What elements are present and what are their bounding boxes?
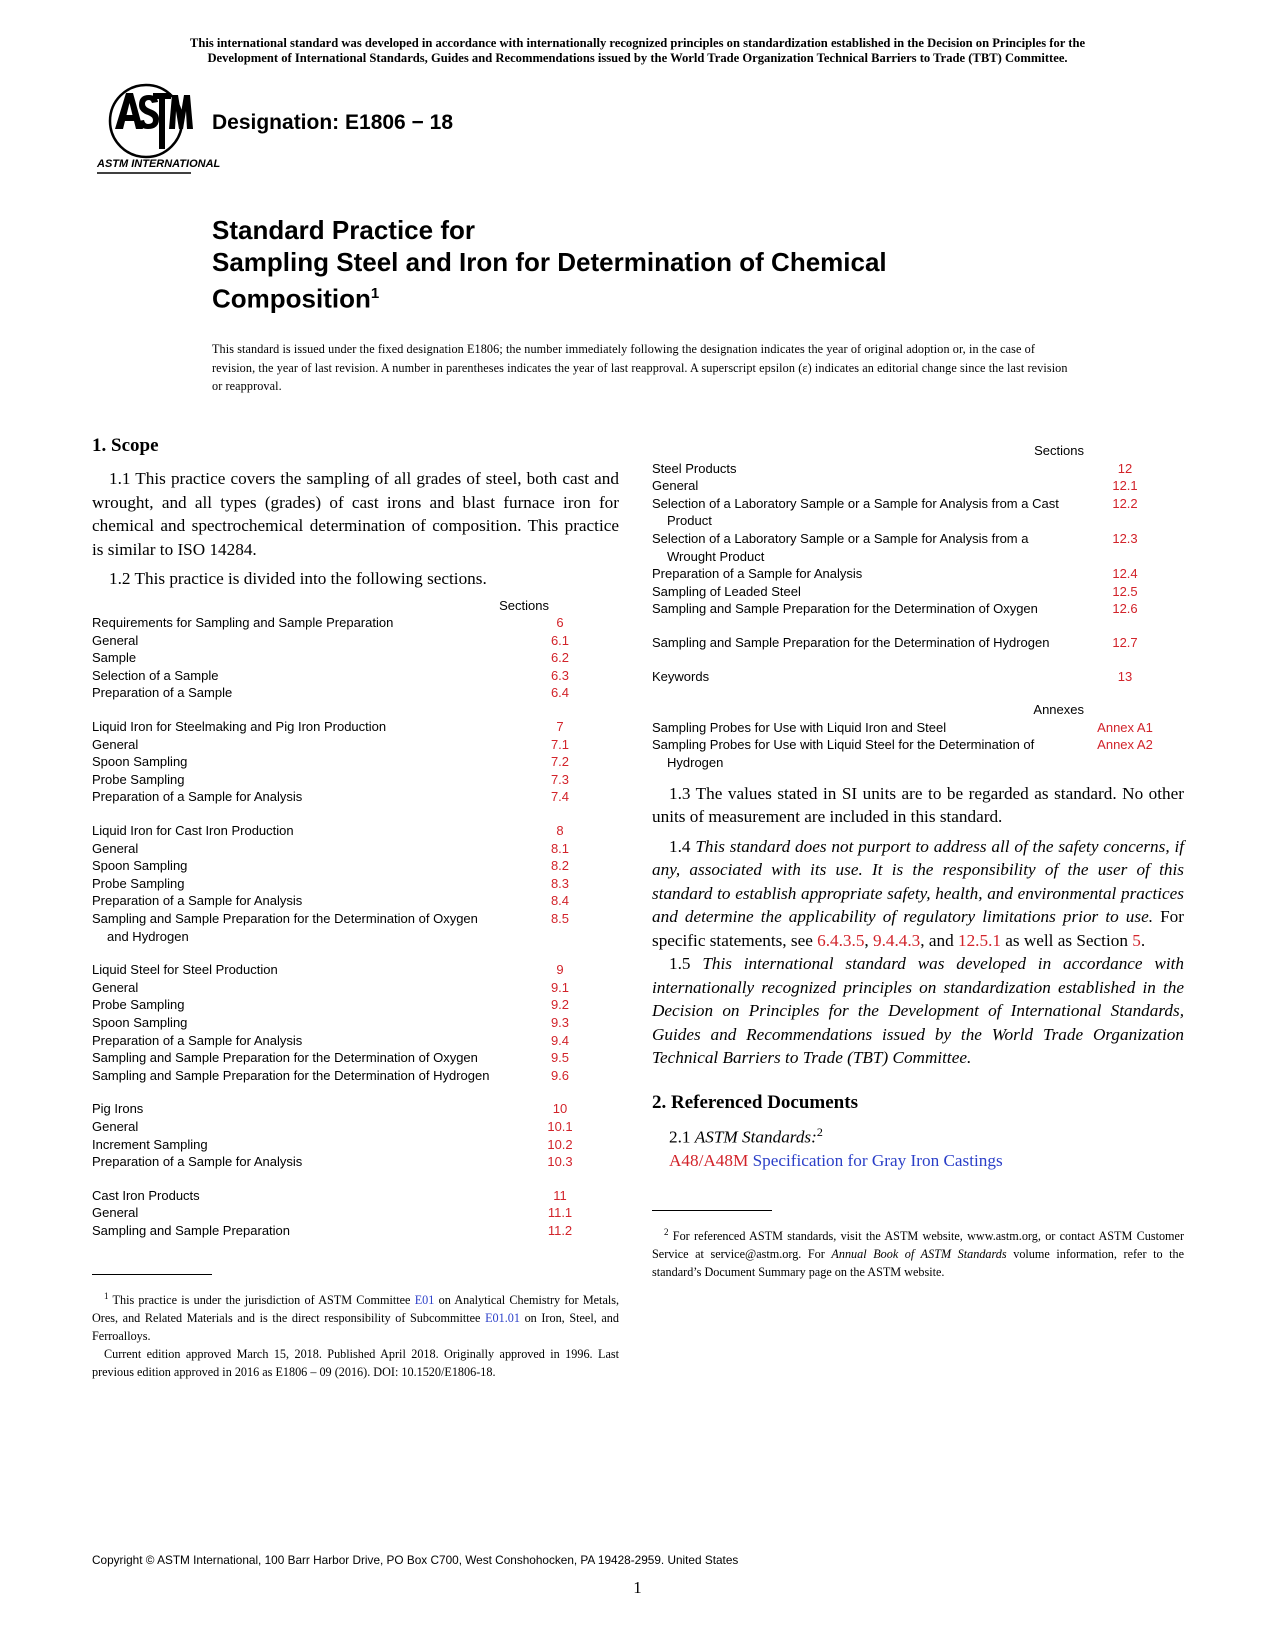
toc-right-row <box>652 495 1184 530</box>
reference-a48-code[interactable]: A48/A48M <box>669 1150 749 1170</box>
toc-left-row <box>92 753 619 771</box>
toc-left-section-link[interactable]: 7.3 <box>550 771 570 787</box>
p1-4-number: 1.4 <box>669 836 691 856</box>
toc-left-label: Liquid Iron for Steelmaking and Pig Iron Production <box>92 719 387 735</box>
toc-left-row <box>92 1014 619 1032</box>
p1-4-safety-text: This standard does not purport to address all of the safety concerns, if any, associated with its use. It is the responsibility of the user of this standard to establish appropriate safety, health, and environmental practices and determine the applicability of regulatory limitations prior to use. <box>652 836 1185 926</box>
toc-left-row <box>92 771 619 789</box>
toc-left-row <box>92 979 619 997</box>
title-line3-text: Composition <box>212 283 371 314</box>
annex-link[interactable]: Annex A2 <box>1097 737 1153 753</box>
toc-left-label: Probe Sampling <box>92 771 185 787</box>
toc-left-label: Probe Sampling <box>92 875 185 891</box>
toc-left-section-link[interactable]: 8.1 <box>550 840 570 856</box>
toc-right-label: Selection of a Laboratory Sample or a Sample for Analysis from a Cast Product <box>652 495 1059 529</box>
paragraph-1-4 <box>652 835 1184 953</box>
toc-left-label: Probe Sampling <box>92 997 185 1013</box>
toc-left-label: Liquid Iron for Cast Iron Production <box>92 823 294 839</box>
footnote-1-text-a: This practice is under the jurisdiction of ASTM Committee <box>112 1292 411 1307</box>
toc-right-section-link[interactable]: 12.4 <box>1112 566 1138 582</box>
toc-left-section-link[interactable]: 6.3 <box>550 667 570 683</box>
toc-right-row <box>652 565 1184 583</box>
toc-left-section-link[interactable]: 8.3 <box>550 875 570 891</box>
toc-left-row <box>92 632 619 650</box>
toc-left-row <box>92 1100 619 1118</box>
toc-left-section-link[interactable]: 9.1 <box>550 979 570 995</box>
toc-left-row <box>92 684 619 702</box>
footnote-1 <box>92 1287 619 1381</box>
toc-left-label: General <box>92 1205 139 1221</box>
footnote-1-mark: 1 <box>104 1290 109 1301</box>
annex-row <box>652 736 1184 771</box>
astm-standards-label: ASTM Standards: <box>694 1127 817 1147</box>
top-notice-line1: This international standard was developed in accordance with internationally recognized principles on standardization established in the Decision on Principles for the <box>189 36 1086 50</box>
toc-left-label: Spoon Sampling <box>92 858 188 874</box>
paragraph-1-1: 1.1 This practice covers the sampling of all grades of steel, both cast and wrought, and all types (grades) of cast irons and blast furnace iron for chemical and spectrochemical determination of composition. This practice is similar to ISO 14284. <box>92 469 619 559</box>
toc-left-row <box>92 649 619 667</box>
footnote-2-text-a: For referenced ASTM standards, visit the ASTM website, www.astm.org, or contact ASTM Customer Service at service@astm.org. For <box>652 1229 1185 1262</box>
toc-left-label: General <box>92 979 139 995</box>
ref-section-5-link[interactable]: 5 <box>1132 930 1141 950</box>
logo-wordmark-text: ASTM INTERNATIONAL <box>97 158 221 170</box>
toc-right-row <box>652 477 1184 495</box>
p1-4-tail-b: as well as Section <box>1005 930 1128 950</box>
toc-right <box>652 460 1184 686</box>
toc-left-section-link[interactable]: 6.2 <box>550 650 570 666</box>
scope-heading: 1. Scope <box>92 435 159 456</box>
toc-left-row <box>92 1153 619 1171</box>
toc-left-row <box>92 840 619 858</box>
toc-left-row <box>92 736 619 754</box>
toc-left-row <box>92 1049 619 1067</box>
toc-left-section-link[interactable]: 8.4 <box>550 893 570 909</box>
p1-5-text: This international standard was developed in accordance with internationally recognized principles on standardization established in the Decision on Principles for the Development of International Standards, Guides and Recommendations issued by the World Trade Organization Technical Barriers to Trade (TBT) Committee. <box>652 954 1184 1067</box>
paragraph-1-3: 1.3 The values stated in SI units are to be regarded as standard. No other units of measurement are included in this standard. <box>652 783 1184 826</box>
toc-left-label: Preparation of a Sample for Analysis <box>92 893 303 909</box>
annex-label: Sampling Probes for Use with Liquid Steel for the Determination of Hydrogen <box>652 737 1035 770</box>
title-footnote-mark: 1 <box>370 285 380 302</box>
footnote-1-para-2: Current edition approved March 15, 2018. Published April 2018. Originally approved in 1996. Last previous edition approved in 2016 as E1806 – 09 (2016). DOI: 10.1520/E1806-18. <box>92 1346 619 1379</box>
toc-left-row <box>92 1067 619 1085</box>
toc-left-group-gap <box>92 806 619 822</box>
toc-right-label: Steel Products <box>652 460 737 476</box>
toc-left-label: Sample <box>92 650 137 666</box>
astm-logo <box>95 83 221 178</box>
toc-right-label: Sampling and Sample Preparation for the Determination of Hydrogen <box>652 634 1050 650</box>
subcommittee-e01-01-link[interactable]: E01.01 <box>485 1310 520 1325</box>
toc-left-row <box>92 1136 619 1154</box>
toc-left-row <box>92 614 619 632</box>
toc-left-group-gap <box>92 945 619 961</box>
toc-right-section-link[interactable]: 12.7 <box>1112 634 1138 650</box>
toc-left-row <box>92 892 619 910</box>
footnote-2-italic: Annual Book of ASTM Standards <box>831 1247 1007 1262</box>
reference-a48[interactable] <box>652 1149 1184 1173</box>
toc-left-label: Preparation of a Sample for Analysis <box>92 1154 303 1170</box>
toc-left-label: Preparation of a Sample for Analysis <box>92 1032 303 1048</box>
toc-right-section-link[interactable]: 12 <box>1117 460 1133 476</box>
copyright: Copyright © ASTM International, 100 Barr Harbor Drive, PO Box C700, West Conshohocken, PA 19428-2959. United States <box>92 1553 739 1567</box>
toc-left-label: Sampling and Sample Preparation <box>92 1222 291 1238</box>
right-column <box>652 443 1185 1281</box>
toc-right-label: Sampling and Sample Preparation for the Determination of Oxygen <box>652 601 1038 617</box>
toc-right-row <box>652 634 1184 652</box>
p2-1-number: 2.1 <box>669 1127 691 1147</box>
toc-left-label: Sampling and Sample Preparation for the Determination of Hydrogen <box>92 1067 490 1083</box>
footnote-2-text-b: volume information, refer to the standard’s Document Summary page on the ASTM website. <box>652 1247 1185 1280</box>
toc-left-row <box>92 857 619 875</box>
toc-left-label: Sampling and Sample Preparation for the Determination of Oxygen <box>92 1050 478 1066</box>
toc-left-label: Sampling and Sample Preparation for the Determination of Oxygen and Hydrogen <box>92 911 478 944</box>
footnote-2-mark: 2 <box>664 1227 669 1238</box>
footnote-1-text-c: on Iron, Steel, and Ferroalloys. <box>92 1310 619 1343</box>
toc-left-label: Pig Irons <box>92 1101 144 1117</box>
p1-4-tail-a: For specific statements, see <box>652 907 1185 950</box>
toc-right-label: Keywords <box>652 668 710 684</box>
toc-right-label: General <box>652 478 699 494</box>
toc-left-section-link[interactable]: 6.4 <box>550 685 570 701</box>
annexes-label: Annexes <box>1033 702 1084 718</box>
footnote-2 <box>652 1223 1184 1281</box>
toc-left-section-link[interactable]: 7.4 <box>550 789 570 805</box>
toc-left-label: Spoon Sampling <box>92 1014 188 1030</box>
ref-12-5-1-link[interactable]: 12.5.1 <box>957 930 1001 950</box>
ref-6-4-3-5-link[interactable]: 6.4.3.5 <box>817 930 865 950</box>
toc-right-label: Selection of a Laboratory Sample or a Sample for Analysis from a Wrought Product <box>652 530 1029 564</box>
toc-left-label: Requirements for Sampling and Sample Preparation <box>92 615 394 631</box>
astm-logo-icon <box>95 83 221 178</box>
top-notice-line2: Development of International Standards, Guides and Recommendations issued by the World Trade Organization Technical Barriers to Trade (TBT) Committee. <box>207 51 1068 65</box>
toc-left-section-link[interactable]: 10.3 <box>547 1154 573 1170</box>
toc-left-label: General <box>92 736 139 752</box>
top-notice <box>92 36 1183 66</box>
p1-4-sep2: , and <box>920 930 954 950</box>
document-title <box>212 214 1112 315</box>
toc-right-row <box>652 460 1184 478</box>
toc-right-section-link[interactable]: 12.2 <box>1112 495 1138 511</box>
paragraph-1-5 <box>652 952 1184 1070</box>
toc-left-section-link[interactable]: 7 <box>556 719 564 735</box>
footnote-rule-right <box>652 1210 772 1211</box>
toc-left-section-link[interactable]: 6.1 <box>550 632 570 648</box>
title-line1: Standard Practice for <box>212 215 475 245</box>
toc-left-section-link[interactable]: 7.1 <box>550 736 570 752</box>
toc-left-row <box>92 961 619 979</box>
toc-left-label: Preparation of a Sample for Analysis <box>92 789 303 805</box>
toc-left-label: Spoon Sampling <box>92 754 188 770</box>
toc-left-section-link[interactable]: 11.1 <box>547 1205 573 1221</box>
toc-right-section-link[interactable]: 12.3 <box>1112 530 1138 546</box>
toc-right-row <box>652 530 1184 565</box>
page-number: 1 <box>633 1578 642 1597</box>
annex-row <box>652 719 1184 737</box>
toc-left-label: Cast Iron Products <box>92 1187 200 1203</box>
toc-left-row <box>92 910 619 945</box>
annex-link[interactable]: Annex A1 <box>1097 719 1153 735</box>
title-line2: Sampling Steel and Iron for Determination of Chemical <box>212 247 887 277</box>
toc-left <box>92 614 619 1239</box>
footnote-rule-left <box>92 1274 212 1275</box>
toc-left-group-gap <box>92 702 619 718</box>
toc-right-group-gap <box>652 652 1184 668</box>
toc-left-section-link[interactable]: 9.6 <box>550 1067 570 1083</box>
toc-left-section-link[interactable]: 8.5 <box>550 911 570 926</box>
toc-left-row <box>92 667 619 685</box>
toc-right-row <box>652 668 1184 686</box>
logo-wordmark <box>96 158 221 170</box>
toc-left-section-link[interactable]: 9 <box>556 962 564 978</box>
title-line3 <box>212 278 1112 315</box>
ref-9-4-4-3-link[interactable]: 9.4.4.3 <box>873 930 921 950</box>
toc-left-section-link[interactable]: 10.1 <box>547 1118 573 1134</box>
committee-e01-link[interactable]: E01 <box>414 1292 435 1307</box>
toc-left-label: Liquid Steel for Steel Production <box>92 962 278 978</box>
toc-right-row <box>652 583 1184 601</box>
toc-left-row <box>92 1222 619 1240</box>
toc-left-section-link[interactable]: 9.3 <box>550 1014 570 1030</box>
toc-left-group-gap <box>92 1171 619 1187</box>
p2-1-footnote-mark: 2 <box>816 1124 823 1139</box>
annexes-list <box>652 719 1184 772</box>
toc-left-label: General <box>92 1118 139 1134</box>
footnote-1-para-1 <box>92 1287 619 1345</box>
toc-right-section-link[interactable]: 12.1 <box>1112 478 1138 494</box>
toc-left-section-link[interactable]: 6 <box>556 615 564 631</box>
referenced-documents-heading: 2. Referenced Documents <box>652 1091 858 1113</box>
toc-left-label: General <box>92 840 139 856</box>
toc-left-section-link[interactable]: 9.5 <box>550 1050 570 1066</box>
left-column <box>92 435 619 1381</box>
toc-left-section-link[interactable]: 9.4 <box>550 1032 570 1048</box>
toc-left-row <box>92 1032 619 1050</box>
toc-right-sections-label: Sections <box>1034 443 1084 458</box>
toc-left-row <box>92 875 619 893</box>
toc-left-section-link[interactable]: 10.2 <box>547 1136 573 1152</box>
toc-left-row <box>92 996 619 1014</box>
toc-right-group-gap <box>652 618 1184 634</box>
toc-left-label: Increment Sampling <box>92 1136 208 1152</box>
p1-4-sep1: , <box>864 930 869 950</box>
toc-left-section-link[interactable]: 7.2 <box>550 754 570 770</box>
toc-right-section-link[interactable]: 13 <box>1117 668 1133 684</box>
toc-left-row <box>92 1204 619 1222</box>
toc-left-label: General <box>92 632 139 648</box>
p1-4-end: . <box>1140 930 1146 950</box>
paragraph-1-2: 1.2 This practice is divided into the following sections. <box>109 569 487 588</box>
annex-label: Sampling Probes for Use with Liquid Iron and Steel <box>652 719 947 735</box>
toc-left-section-link[interactable]: 11 <box>553 1187 567 1203</box>
toc-right-label: Sampling of Leaded Steel <box>652 583 801 599</box>
toc-right-section-link[interactable]: 12.5 <box>1112 583 1138 599</box>
toc-left-label: Preparation of a Sample <box>92 685 233 701</box>
toc-right-label: Preparation of a Sample for Analysis <box>652 566 863 582</box>
reference-a48-title[interactable]: Specification for Gray Iron Castings <box>752 1150 1003 1170</box>
p1-5-number: 1.5 <box>669 954 691 973</box>
toc-left-label: Selection of a Sample <box>92 667 219 683</box>
toc-right-section-link[interactable]: 12.6 <box>1112 601 1138 617</box>
toc-left-section-link[interactable]: 10 <box>552 1101 568 1117</box>
toc-right-row <box>652 600 1184 618</box>
toc-left-section-link[interactable]: 8.2 <box>550 858 570 874</box>
toc-left-row <box>92 1187 619 1205</box>
toc-left-row <box>92 822 619 840</box>
toc-left-section-link[interactable]: 9.2 <box>550 997 570 1013</box>
issue-note: This standard is issued under the fixed designation E1806; the number immediately following the designation indicates the year of original adoption or, in the case of revision, the year of last revision. A number in parentheses indicates the year of last reapproval. A superscript epsilon (ε) indicates an editorial change since the last revision or reapproval. <box>212 342 1068 393</box>
designation: Designation: E1806 − 18 <box>212 111 454 134</box>
toc-left-section-link[interactable]: 8 <box>556 823 564 839</box>
toc-left-row <box>92 1118 619 1136</box>
toc-left-sections-label: Sections <box>499 597 549 613</box>
toc-left-row <box>92 788 619 806</box>
toc-left-row <box>92 718 619 736</box>
toc-left-section-link[interactable]: 11.2 <box>547 1222 573 1238</box>
toc-left-group-gap <box>92 1084 619 1100</box>
paragraph-2-1 <box>652 1121 1184 1149</box>
footnote-1-text-b: on Analytical Chemistry for Metals, Ores, and Related Materials and is the direct responsibility of Subcommittee <box>92 1292 620 1325</box>
